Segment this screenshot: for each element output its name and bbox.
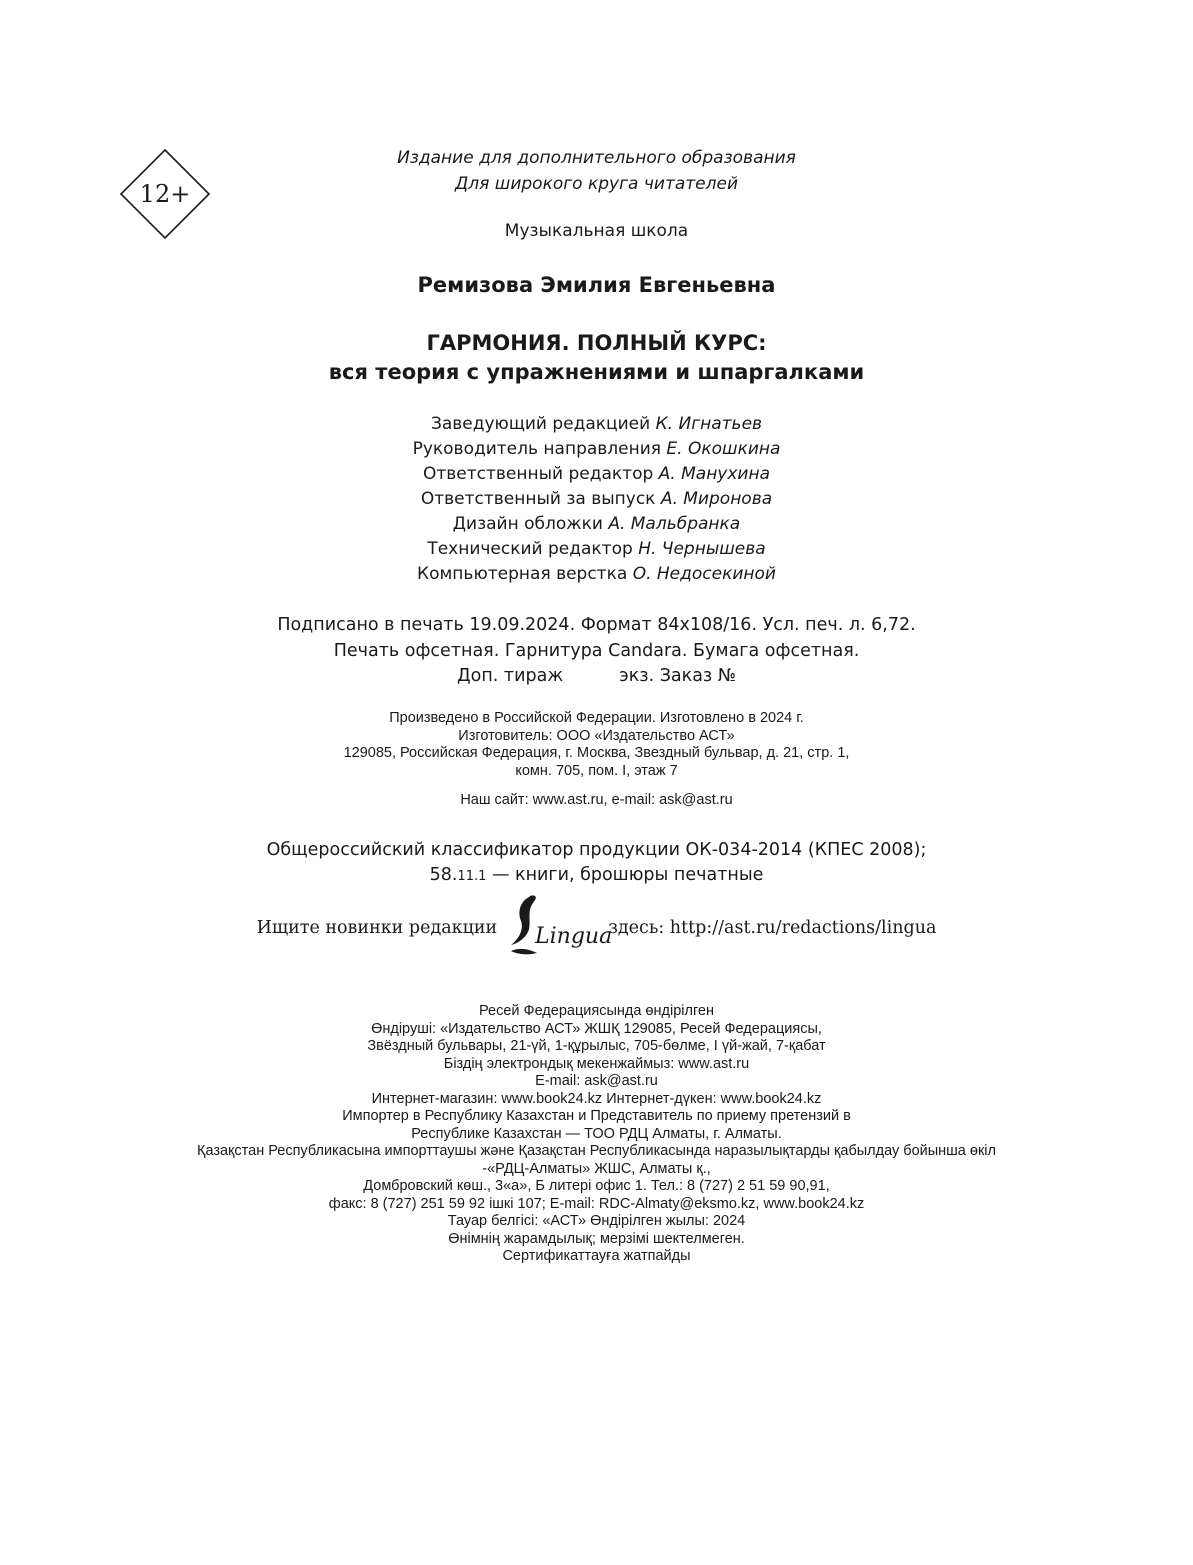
lingua-logo-text: Lingua xyxy=(534,924,612,949)
kazakhstan-info xyxy=(0,1003,1193,1266)
kz-info-line: Қазақстан Республикасына импорттаушы және Қазақстан Республикасында наразылықтарды қабылдау бойынша өкіл xyxy=(197,1143,996,1159)
site-line: Наш сайт: www.ast.ru, e-mail: ask@ast.ru xyxy=(460,792,733,808)
staff-person: О. Недосекиной xyxy=(632,564,776,584)
lingua-promo-prefix: Ищите новинки редакции xyxy=(256,918,498,938)
staff-person: Е. Окошкина xyxy=(666,439,781,459)
staff-role: Технический редактор xyxy=(427,539,633,559)
kz-info-line: Республике Казахстан — ТОО РДЦ Алматы, г. Алматы. xyxy=(411,1125,782,1142)
print-run-label: Доп. тираж xyxy=(456,666,564,686)
lingua-promo xyxy=(0,893,1193,963)
kz-info-line: Өндіруші: «Издательство АСТ» ЖШҚ 129085, Ресей Федерациясы, xyxy=(371,1020,822,1037)
site-info xyxy=(0,791,1193,809)
print-run-line xyxy=(0,664,1193,690)
staff-role: Дизайн обложки xyxy=(452,514,603,534)
staff-person: А. Миронова xyxy=(660,489,773,509)
kz-info-line: Импортер в Республику Казахстан и Представитель по приему претензий в xyxy=(342,1108,851,1124)
staff-role: Руководитель направления xyxy=(412,439,662,459)
classifier-code: 58. xyxy=(429,865,458,885)
staff-role: Ответственный редактор xyxy=(422,464,654,484)
print-info-line: Подписано в печать 19.09.2024. Формат 84х108/16. Усл. печ. л. 6,72. xyxy=(277,615,916,635)
staff-item xyxy=(0,437,1193,462)
series-line: Музыкальная школа xyxy=(504,221,689,241)
staff-credits xyxy=(0,412,1193,587)
lingua-logo-icon xyxy=(507,893,612,963)
author-name xyxy=(0,272,1193,298)
staff-role: Заведующий редакцией xyxy=(430,414,651,434)
kz-info-line: Домбровский көш., 3«а», Б литері офис 1. Тел.: 8 (727) 2 51 59 90,91, xyxy=(363,1178,830,1194)
staff-item xyxy=(0,537,1193,562)
manufacturer-line: комн. 705, пом. I, этаж 7 xyxy=(515,762,678,779)
staff-person: Н. Чернышева xyxy=(638,539,766,559)
kz-info-line: E-mail: ask@ast.ru xyxy=(535,1073,658,1089)
manufacturer-line: Произведено в Российской Федерации. Изготовлено в 2024 г. xyxy=(389,710,804,726)
classifier-description: — книги, брошюры печатные xyxy=(486,865,764,885)
classifier-code-line xyxy=(0,863,1193,889)
kz-info-line: Тауар белгісі: «АСТ» Өндірілген жылы: 2024 xyxy=(447,1213,746,1229)
kz-info-line: -«РДЦ-Алматы» ЖШС, Алматы қ., xyxy=(482,1160,711,1177)
classifier-code-sub: 11.1 xyxy=(457,869,487,884)
staff-person: А. Мальбранка xyxy=(608,514,741,534)
staff-role: Ответственный за выпуск xyxy=(420,489,656,509)
product-classifier xyxy=(0,838,1193,889)
age-rating-label: 12+ xyxy=(139,180,191,208)
print-info-line: Печать офсетная. Гарнитура Candara. Бумага офсетная. xyxy=(333,640,860,661)
print-info xyxy=(0,613,1193,690)
title-main: ГАРМОНИЯ. ПОЛНЫЙ КУРС: xyxy=(426,331,767,355)
manufacturer-line: 129085, Российская Федерация, г. Москва, Звездный бульвар, д. 21, стр. 1, xyxy=(343,745,850,761)
staff-item xyxy=(0,462,1193,487)
staff-item xyxy=(0,487,1193,512)
staff-item xyxy=(0,562,1193,587)
edition-intro xyxy=(0,145,1193,197)
staff-item xyxy=(0,512,1193,537)
order-label: экз. Заказ № xyxy=(619,666,737,686)
manufacturer-line: Изготовитель: ООО «Издательство АСТ» xyxy=(458,727,735,744)
manufacturer-info xyxy=(0,710,1193,780)
book-title xyxy=(0,329,1193,387)
series-name xyxy=(0,220,1193,242)
staff-role: Компьютерная верстка xyxy=(417,564,628,584)
classifier-line: Общероссийский классификатор продукции ОК-034-2014 (КПЕС 2008); xyxy=(266,840,927,860)
author-line: Ремизова Эмилия Евгеньевна xyxy=(417,273,776,297)
kz-info-line: факс: 8 (727) 251 59 92 ішкі 107; E-mail: RDC-Almaty@eksmo.kz, www.book24.kz xyxy=(328,1195,865,1212)
kz-info-line: Біздің электрондық мекенжаймыз: www.ast.ru xyxy=(443,1055,750,1072)
kz-info-line: Сертификаттауға жатпайды xyxy=(502,1248,691,1264)
staff-item xyxy=(0,412,1193,437)
kz-info-line: Интернет-магазин: www.book24.kz Интернет-дүкен: www.book24.kz xyxy=(371,1090,822,1107)
kz-info-line: Өнімнің жарамдылық; мерзімі шектелмеген. xyxy=(448,1230,745,1247)
lingua-promo-suffix: здесь: http://ast.ru/redactions/lingua xyxy=(608,918,937,938)
staff-person: К. Игнатьев xyxy=(655,414,763,434)
audience-line: Для широкого круга читателей xyxy=(455,174,738,194)
title-subtitle: вся теория с упражнениями и шпаргалками xyxy=(328,360,865,384)
staff-person: А. Манухина xyxy=(658,464,771,484)
kz-info-line: Звёздный бульвары, 21-үй, 1-құрылыс, 705-бөлме, I үй-жай, 7-қабат xyxy=(367,1038,826,1054)
edition-type-line: Издание для дополнительного образования xyxy=(397,148,796,168)
kz-info-line: Ресей Федерациясында өндірілген xyxy=(479,1003,714,1019)
